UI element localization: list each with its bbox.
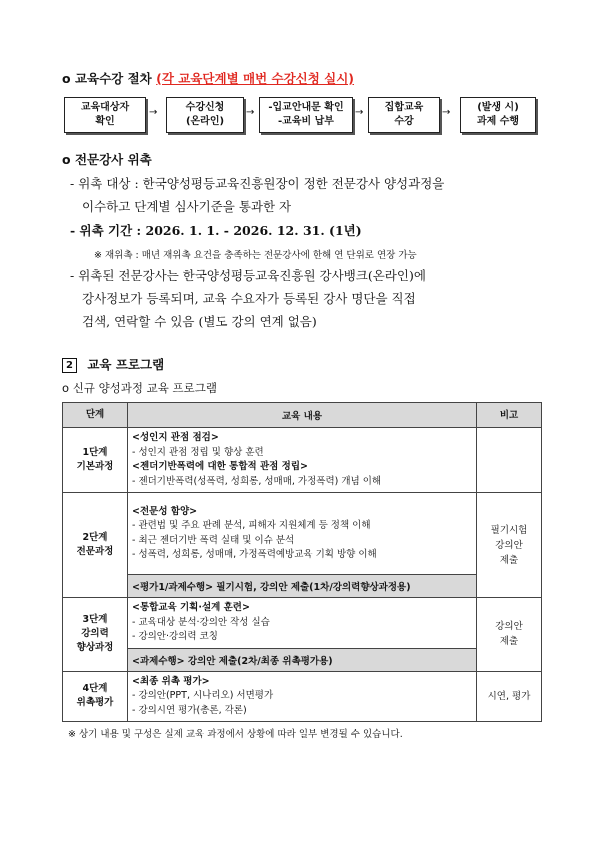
section2-subheading: o 신규 양성과정 교육 프로그램 — [62, 381, 217, 395]
note-text: 강의안 — [495, 539, 523, 551]
instructor-title: 전문강사 위촉 — [74, 152, 152, 167]
stage-note: 시연, 평가 — [477, 671, 542, 722]
flow-step-text: 교육대상자 — [80, 102, 130, 113]
content-item: - 최근 젠더기반 폭력 실태 및 이슈 분석 — [132, 534, 295, 546]
instructor-item-1 — [70, 172, 444, 218]
content-item: - 젠더기반폭력(성폭력, 성희롱, 성매매, 가정폭력) 개념 이해 — [132, 475, 382, 487]
stage-content — [128, 598, 477, 649]
table-row — [63, 648, 542, 671]
instructor-heading — [62, 150, 152, 168]
flow-step-text: -입교안내문 확인 — [268, 102, 344, 113]
content-heading: <최종 위촉 평가> — [132, 675, 210, 687]
content-item: - 성폭력, 성희롱, 성매매, 가정폭력예방교육 기획 방향 이해 — [132, 549, 377, 560]
content-heading: <젠더기반폭력에 대한 통합적 관점 정립> — [132, 461, 308, 472]
table-row — [63, 493, 542, 575]
content-heading: <전문성 함양> — [132, 505, 198, 517]
stage-label-text: 3단계 — [82, 614, 108, 626]
flow-step-4 — [368, 97, 440, 133]
flow-step-text: 확인 — [95, 116, 115, 127]
stage-evaluation: <평가1/과제수행> 필기시험, 강의안 제출(1차/강의력향상과정용) — [128, 575, 477, 598]
stage-label-text: 4단계 — [82, 683, 108, 695]
stage-note — [477, 598, 542, 672]
note-text: 제출 — [499, 554, 519, 566]
stage-content — [128, 428, 477, 493]
section2-heading — [62, 355, 164, 373]
paragraph-line: - 위촉 대상 : 한국양성평등교육진흥원장이 정한 전문강사 양성과정을 — [70, 176, 445, 191]
flow-step-text: -교육비 납부 — [278, 116, 334, 127]
content-item: - 교육대상 분석·강의안 작성 실습 — [132, 616, 270, 628]
footnote: ※ 상기 내용 및 구성은 실제 교육 과정에서 상황에 따라 일부 변경될 수 있습니다. — [68, 729, 403, 740]
stage-label-text: 기본과정 — [76, 461, 114, 472]
table-row — [63, 598, 542, 649]
flow-step-3 — [259, 97, 353, 133]
stage-label-text: 2단계 — [82, 532, 108, 543]
flow-step-text: 과제 수행 — [476, 116, 520, 127]
stage-label-text: 강의력 — [81, 628, 109, 640]
arrow-icon: → — [149, 107, 158, 118]
bullet: o — [62, 71, 71, 86]
note-text: 제출 — [499, 636, 519, 648]
instructor-item-2: - 위촉 기간 : 2026. 1. 1. - 2026. 12. 31. (1년) — [70, 223, 362, 238]
section-number: 2 — [62, 358, 77, 373]
flow-step-text: 수강신청 — [185, 102, 225, 113]
flow-step-5 — [460, 97, 536, 133]
stage-label-text: 위촉평가 — [76, 697, 114, 709]
procedure-heading — [62, 69, 354, 87]
arrow-icon: → — [246, 107, 255, 118]
flow-step-text: (발생 시) — [477, 102, 519, 113]
paragraph-line: 강사정보가 등록되며, 교육 수요자가 등록된 강사 명단을 직접 — [82, 291, 416, 306]
paragraph-line: - 위촉된 전문강사는 한국양성평등교육진흥원 강사뱅크(온라인)에 — [70, 268, 426, 283]
stage-evaluation: <과제수행> 강의안 제출(2차/최종 위촉평가용) — [128, 648, 477, 671]
program-table — [62, 402, 542, 722]
flow-step-2 — [166, 97, 244, 133]
stage-content — [128, 493, 477, 575]
table-row — [63, 671, 542, 722]
procedure-title: 교육수강 절차 — [74, 71, 152, 86]
arrow-icon: → — [355, 107, 364, 118]
content-item: - 강의시연 평가(총론, 각론) — [132, 704, 247, 716]
stage-label-text: 전문과정 — [76, 546, 114, 557]
table-header: 단계 — [63, 403, 128, 428]
instructor-note: ※ 재위촉 : 매년 재위촉 요건을 충족하는 전문강사에 한해 연 단위로 연장 가능 — [94, 250, 417, 261]
flow-step-text: 수강 — [394, 116, 414, 127]
table-header: 교육 내용 — [128, 403, 477, 428]
note-text: 강의안 — [495, 621, 523, 633]
stage-label — [63, 493, 128, 598]
stage-label-text: 향상과정 — [76, 642, 114, 654]
stage-label — [63, 598, 128, 672]
bullet: o — [62, 152, 71, 167]
flow-step-text: (온라인) — [185, 116, 225, 127]
content-item: - 강의안(PPT, 시나리오) 서면평가 — [132, 690, 274, 701]
procedure-highlight: (각 교육단계별 매번 수강신청 실시) — [156, 71, 355, 86]
section2-title: 교육 프로그램 — [87, 357, 165, 372]
flow-step-text: 집합교육 — [384, 102, 424, 113]
stage-note — [477, 493, 542, 598]
note-text: 필기시험 — [490, 524, 528, 536]
stage-label — [63, 671, 128, 722]
stage-note — [477, 428, 542, 493]
content-heading: <성인지 관점 점검> — [132, 432, 219, 443]
arrow-icon: → — [442, 107, 451, 118]
content-item: - 강의안·강의력 코칭 — [132, 631, 218, 642]
table-header-row — [63, 403, 542, 428]
instructor-item-3 — [70, 264, 426, 333]
content-heading: <통합교육 기획·설계 훈련> — [132, 602, 250, 613]
stage-content — [128, 671, 477, 722]
table-row — [63, 575, 542, 598]
flow-step-1 — [64, 97, 146, 133]
table-row — [63, 428, 542, 493]
paragraph-line: 이수하고 단계별 심사기준을 통과한 자 — [82, 199, 292, 214]
paragraph-line: 검색, 연락할 수 있음 (별도 강의 연계 없음) — [82, 314, 317, 329]
stage-label-text: 1단계 — [82, 447, 108, 458]
stage-label — [63, 428, 128, 493]
content-item: - 성인지 관점 정립 및 향상 훈련 — [132, 446, 264, 458]
content-item: - 관련법 및 주요 판례 분석, 피해자 지원체계 등 정책 이해 — [132, 520, 371, 531]
table-header: 비고 — [477, 403, 542, 428]
